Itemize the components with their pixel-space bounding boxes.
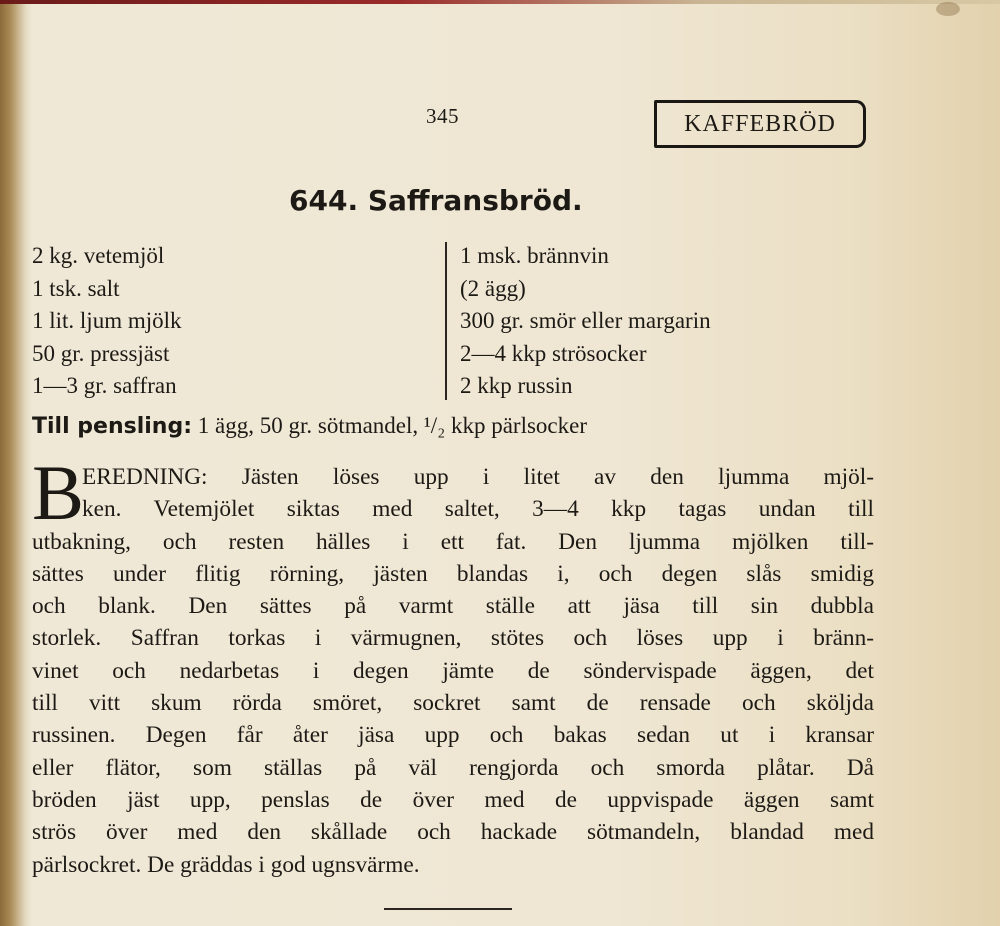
brushing-line <box>32 413 587 439</box>
ingredient: 1 msk. brännvin <box>460 243 609 268</box>
drop-cap: B <box>32 449 85 536</box>
ingredients-right <box>460 240 711 403</box>
method-line: pärlsockret. De gräddas i god ugnsvärme. <box>32 851 420 878</box>
end-rule <box>384 908 512 910</box>
recipe-title: 644. Saffransbröd. <box>289 184 583 217</box>
page-stain <box>936 2 960 16</box>
ingredient: 1 tsk. salt <box>32 275 120 301</box>
ingredient: 2—4 kkp strösocker <box>460 340 647 366</box>
brushing-label: Till pensling: <box>32 414 193 439</box>
method-line: vinet och nedarbetas i degen jämte de söndervispade äggen, det <box>32 657 874 684</box>
method-line: russinen. Degen får åter jäsa upp och bakas sedan ut i kransar <box>32 722 874 749</box>
ingredient: 2 kg. vetemjöl <box>32 243 165 268</box>
ingredient: 300 gr. smör eller margarin <box>460 308 711 333</box>
ingredient: (2 ägg) <box>460 275 526 301</box>
method-line: och blank. Den sättes på varmt ställe att jäsa till sin dubbla <box>32 593 874 620</box>
ingredients-left <box>32 240 182 403</box>
method-line: storlek. Saffran torkas i värmugnen, stötes och löses upp i bränn- <box>32 625 874 652</box>
page-number: 345 <box>426 104 459 128</box>
ingredient: 1 lit. ljum mjölk <box>32 308 182 333</box>
ingredient: 2 kkp russin <box>460 373 573 398</box>
method-line: strös över med den skållade och hackade sötmandeln, blandad med <box>32 819 874 846</box>
method-line: till vitt skum rörda smöret, sockret samt de rensade och sköljda <box>32 690 874 717</box>
ingredient: 50 gr. pressjäst <box>32 340 170 366</box>
ingredient-column-divider <box>445 242 447 400</box>
section-heading-box <box>654 100 866 148</box>
method-line: utbakning, och resten hälles i ett fat. Den ljumma mjölken till- <box>32 528 874 555</box>
brushing-text: 1 ägg, 50 gr. sötmandel, ¹/₂ kkp pärlsocker <box>192 413 587 438</box>
book-cover-edge <box>0 0 1000 4</box>
method-paragraph <box>32 449 874 881</box>
section-heading: KAFFEBRÖD <box>684 110 836 137</box>
method-line: bröden jäst upp, penslas de över med de uppvispade äggen samt <box>32 786 874 813</box>
method-line: eller flätor, som ställas på väl rengjorda och smorda plåtar. Då <box>32 754 874 781</box>
ingredient: 1—3 gr. saffran <box>32 373 177 398</box>
method-line: EREDNING: Jästen löses upp i litet av den ljumma mjöl- <box>82 464 874 490</box>
method-line: sättes under flitig rörning, jästen blandas i, och degen slås smidig <box>32 560 874 587</box>
method-line: ken. Vetemjölet siktas med saltet, 3—4 kkp tagas undan till <box>82 496 874 523</box>
